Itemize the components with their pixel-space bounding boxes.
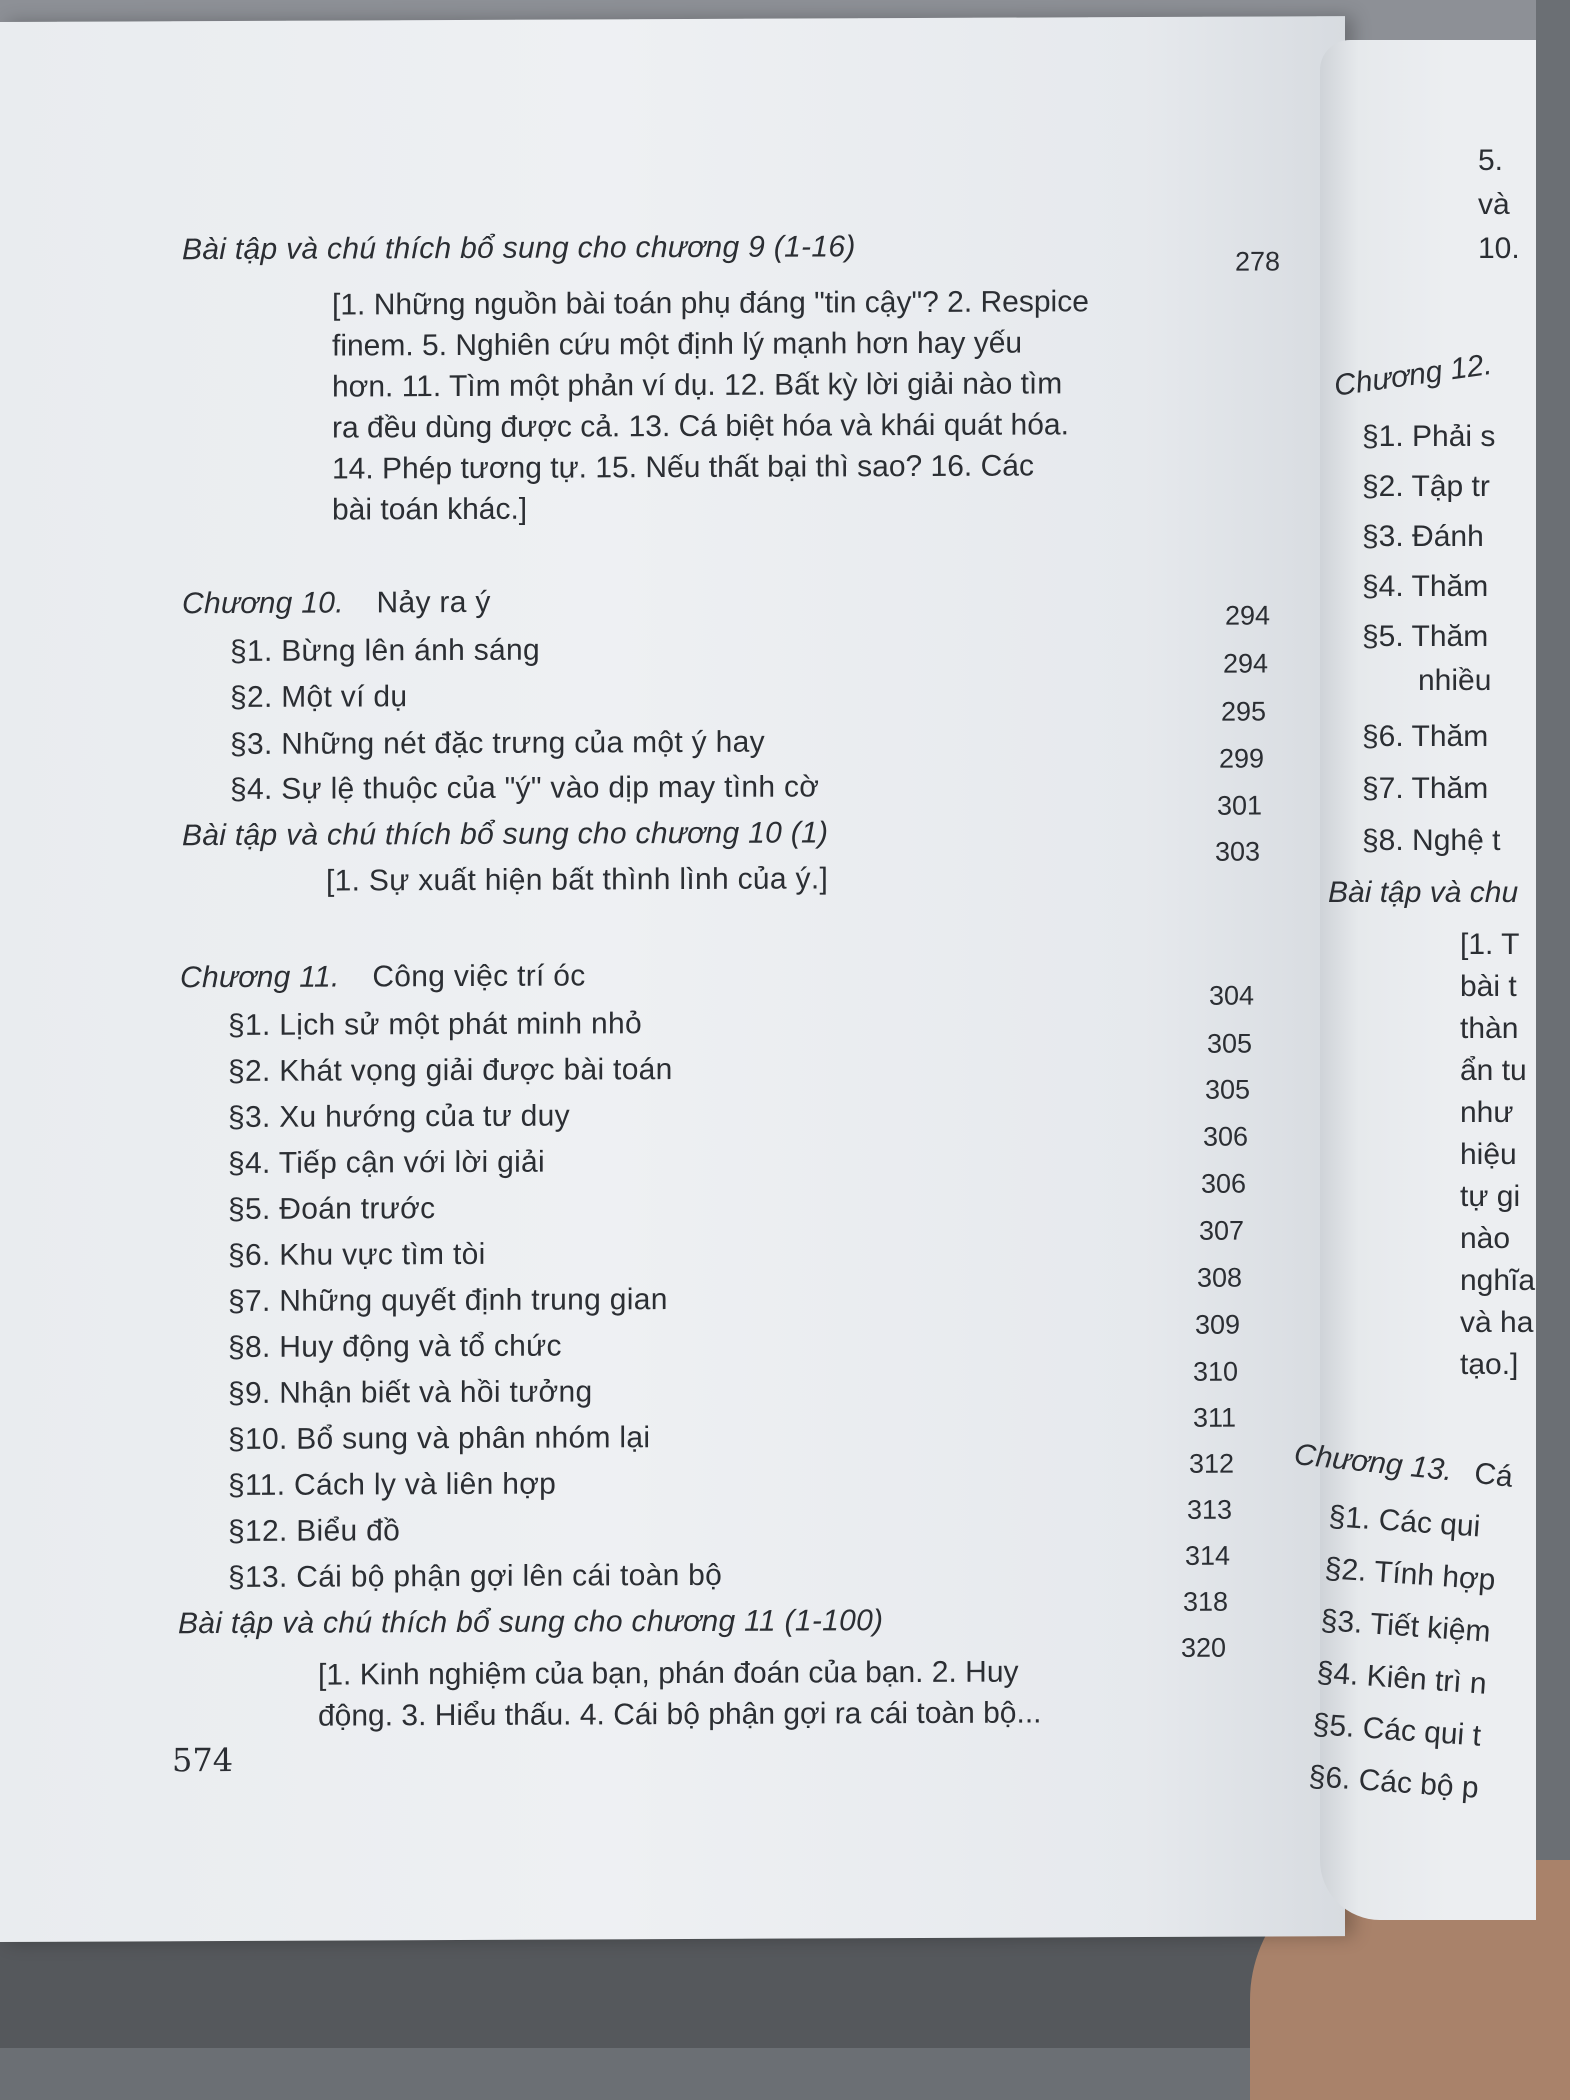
chapter-11-section: §4. Tiếp cận với lời giải <box>228 1145 545 1181</box>
chapter-11-section: §6. Khu vực tìm tòi <box>228 1237 486 1273</box>
chapter-10-heading <box>182 586 491 621</box>
chapter-10-page: 294 <box>1224 600 1270 631</box>
chapter-11-label: Chương 11. <box>180 960 340 995</box>
exercises-11-title: Bài tập và chú thích bổ sung cho chương 11 (1-100) <box>178 1604 884 1641</box>
chapter-11-section-page: 306 <box>1200 1168 1246 1199</box>
chapter-11-section-page: 310 <box>1192 1356 1238 1387</box>
chapter-10-section-page: 294 <box>1222 648 1268 679</box>
chapter-11-section: §12. Biểu đồ <box>228 1514 401 1549</box>
chapter-11-section-page: 312 <box>1188 1448 1234 1479</box>
right-note-line: tạo.] <box>1460 1348 1519 1381</box>
note-line: bài toán khác.] <box>332 492 528 527</box>
chapter-12-section: §5. Thăm <box>1362 620 1489 653</box>
chapter-13-section: §4. Kiên trì n <box>1315 1656 1488 1701</box>
chapter-11-section: §13. Cái bộ phận gợi lên cái toàn bộ <box>228 1558 723 1595</box>
chapter-10-section: §4. Sự lệ thuộc của "ý" vào dịp may tình cờ <box>230 770 820 806</box>
right-note-line: nghĩa <box>1460 1264 1536 1297</box>
chapter-11-section-page: 318 <box>1182 1586 1228 1617</box>
right-top-line: 5. <box>1478 144 1504 177</box>
chapter-10-section-page: 299 <box>1218 743 1264 774</box>
chapter-11-title: Công việc trí óc <box>372 959 586 994</box>
chapter-11-section: §11. Cách ly và liên hợp <box>228 1467 557 1503</box>
right-note-line: như <box>1460 1096 1514 1129</box>
chapter-11-section-page: 308 <box>1196 1262 1242 1293</box>
chapter-10-section: §3. Những nét đặc trưng của một ý hay <box>230 725 765 761</box>
chapter-13-label: Chương 13. <box>1292 1438 1455 1488</box>
chapter-12-section: §1. Phải s <box>1362 420 1496 453</box>
chapter-12-label: Chương 12. <box>1332 347 1494 403</box>
chapter-10-section-page: 301 <box>1216 790 1262 821</box>
chapter-12-section: §2. Tập tr <box>1362 470 1490 503</box>
chapter-11-section-page: 311 <box>1192 1402 1236 1433</box>
exercises-11-note <box>318 1651 1118 1736</box>
chapter-11-section: §1. Lịch sử một phát minh nhỏ <box>228 1007 643 1043</box>
note-line: [1. Những nguồn bài toán phụ đáng "tin cậy"? 2. Respice <box>332 285 1089 322</box>
chapter-11-page: 304 <box>1208 980 1254 1011</box>
exercises-10-title: Bài tập và chú thích bổ sung cho chương 10 (1) <box>182 816 829 853</box>
right-note-line: thàn <box>1460 1012 1519 1045</box>
exercises-9-page: 278 <box>1234 246 1280 277</box>
exercises-9-title: Bài tập và chú thích bổ sung cho chương 9 (1-16) <box>182 230 856 267</box>
exercises-10-page: 303 <box>1214 836 1260 867</box>
chapter-11-section-page: 307 <box>1198 1215 1244 1246</box>
chapter-13-section: §3. Tiết kiệm <box>1319 1604 1492 1649</box>
right-exercises-label: Bài tập và chu <box>1328 876 1519 909</box>
exercises-11-page: 320 <box>1180 1632 1226 1663</box>
note-line: 14. Phép tương tự. 15. Nếu thất bại thì sao? 16. Các <box>332 449 1034 486</box>
left-page <box>0 16 1345 1942</box>
chapter-12-section: §6. Thăm <box>1362 720 1489 753</box>
chapter-13-section: §5. Các qui t <box>1311 1708 1483 1753</box>
exercises-10-note: [1. Sự xuất hiện bất thình lình của ý.] <box>326 862 829 898</box>
chapter-11-section-page: 313 <box>1186 1494 1232 1525</box>
chapter-10-label: Chương 10. <box>182 586 344 621</box>
chapter-11-section: §5. Đoán trước <box>228 1192 436 1227</box>
right-note-line: hiệu <box>1460 1138 1517 1171</box>
chapter-11-section: §3. Xu hướng của tư duy <box>228 1099 570 1135</box>
chapter-11-heading <box>180 959 586 995</box>
exercises-9-note <box>332 281 1152 531</box>
chapter-11-section-page: 305 <box>1204 1074 1250 1105</box>
right-note-line: ẩn tu <box>1460 1054 1527 1087</box>
note-line: hơn. 11. Tìm một phản ví dụ. 12. Bất kỳ lời giải nào tìm <box>332 367 1063 404</box>
right-note-line: và ha <box>1460 1306 1534 1339</box>
chapter-12-section: §7. Thăm <box>1362 772 1489 805</box>
chapter-10-section-page: 295 <box>1220 696 1266 727</box>
chapter-11-section: §2. Khát vọng giải được bài toán <box>228 1053 673 1089</box>
chapter-11-section: §10. Bổ sung và phân nhóm lại <box>228 1421 651 1457</box>
chapter-11-section-page: 306 <box>1202 1121 1248 1152</box>
right-top-line: và <box>1478 188 1510 221</box>
right-note-line: [1. T <box>1460 928 1520 961</box>
chapter-11-section: §9. Nhận biết và hồi tưởng <box>228 1375 593 1411</box>
right-page <box>1292 40 1536 1920</box>
note-line: ra đều dùng được cả. 13. Cá biệt hóa và khái quát hóa. <box>332 408 1069 445</box>
chapter-12-section: §8. Nghệ t <box>1362 824 1501 857</box>
chapter-12-section: §4. Thăm <box>1362 570 1489 603</box>
note-line: [1. Kinh nghiệm của bạn, phán đoán của bạn. 2. Huy <box>318 1655 1019 1692</box>
chapter-13-section: §1. Các qui <box>1327 1500 1482 1544</box>
chapter-11-section: §7. Những quyết định trung gian <box>228 1283 668 1319</box>
page-number: 574 <box>172 1740 234 1780</box>
chapter-13-heading <box>1292 1438 1514 1495</box>
right-note-line: bài t <box>1460 970 1517 1003</box>
chapter-11-section-page: 309 <box>1194 1309 1240 1340</box>
chapter-11-section-page: 314 <box>1184 1540 1230 1571</box>
chapter-12-section: §3. Đánh <box>1362 520 1484 553</box>
chapter-10-title: Nảy ra ý <box>376 585 491 620</box>
chapter-10-section: §2. Một ví dụ <box>230 680 408 714</box>
chapter-11-section-page: 305 <box>1206 1028 1252 1059</box>
right-top-line: 10. <box>1478 232 1520 265</box>
chapter-12-section: nhiều <box>1418 664 1492 697</box>
chapter-13-section: §2. Tính hợp <box>1323 1552 1497 1597</box>
right-note-line: nào <box>1460 1222 1511 1255</box>
note-line: finem. 5. Nghiên cứu một định lý mạnh hơn hay yếu <box>332 326 1023 363</box>
chapter-10-section: §1. Bừng lên ánh sáng <box>230 633 540 668</box>
chapter-13-section: §6. Các bộ p <box>1307 1760 1480 1805</box>
chapter-11-section: §8. Huy động và tổ chức <box>228 1329 562 1365</box>
right-note-line: tự gi <box>1460 1180 1521 1213</box>
note-line: động. 3. Hiểu thấu. 4. Cái bộ phận gợi ra cái toàn bộ... <box>318 1696 1042 1733</box>
chapter-13-title: Cá <box>1472 1456 1515 1494</box>
